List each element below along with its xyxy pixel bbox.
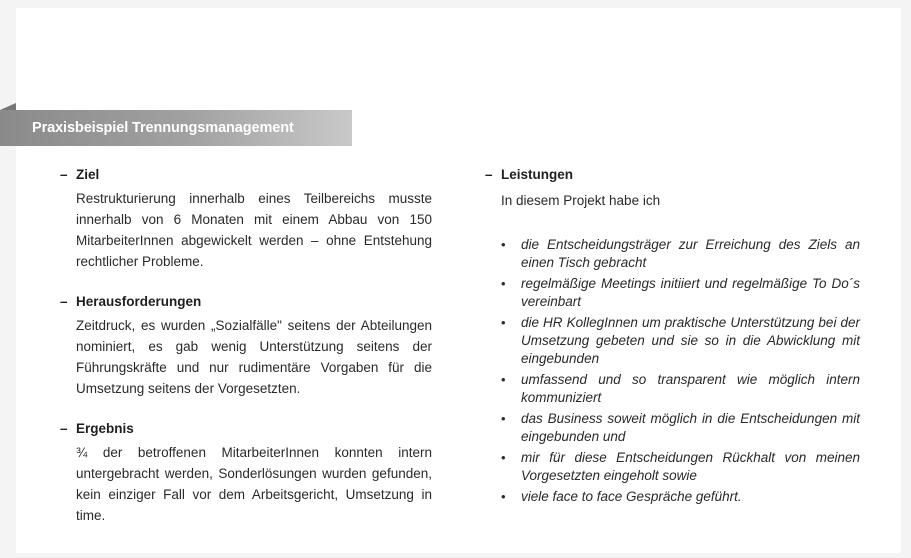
heading-text: Herausforderungen [76,294,202,309]
dash-marker: – [60,167,68,182]
section-body: Zeitdruck, es wurden „Sozialfälle" seitens der Abteilungen nominiert, es gab wenig Unterstützung seitens der Führungskräfte und nur rudimentäre Vorgaben für die Umsetzung seitens der Vorgesetzten. [76,318,432,396]
list-item-text: die Entscheidungsträger zur Erreichung des Ziels an einen Tisch gebracht [521,237,860,270]
list-item [485,488,860,506]
list-item [485,314,860,368]
heading-text: Leistungen [501,167,574,182]
list-item-text: umfassend und so transparent wie möglich intern kommuniziert [521,372,860,405]
leistungen-list [485,236,860,506]
bullet-icon: • [501,276,506,291]
list-item-text: mir für diese Entscheidungen Rückhalt von meinen Vorgesetzten eingeholt sowie [521,450,860,483]
bullet-icon: • [501,489,506,504]
section-body: ¾ der betroffenen MitarbeiterInnen konnten intern untergebracht werden, Sonderlösungen wurden gefunden, kein einziger Fall vor dem Arbeitsgericht, Umsetzung in time. [76,445,432,523]
list-item [485,236,860,272]
section-heading-leistungen [485,166,860,184]
heading-text: Ergebnis [76,421,134,436]
list-item [485,410,860,446]
banner-fold-corner [0,103,16,110]
section-ergebnis [60,420,432,526]
list-item-text: die HR KollegInnen um praktische Unterstützung bei der Umsetzung gebeten und sie so in die Abwicklung mit eingebunden [521,315,860,366]
section-ziel [60,166,432,272]
banner-title: Praxisbeispiel Trennungsmanagement [32,120,294,136]
section-heading [60,166,432,184]
heading-text: Ziel [76,167,100,182]
bullet-icon: • [501,237,506,252]
right-column [485,166,860,509]
dash-marker: – [485,167,493,182]
section-body: Restrukturierung innerhalb eines Teilbereichs musste innerhalb von 6 Monaten mit einem Abbau von 150 MitarbeiterInnen abgewickelt werden – ohne Entstehung rechtlicher Probleme. [76,191,432,269]
list-item [485,371,860,407]
list-item [485,275,860,311]
list-item-text: viele face to face Gespräche geführt. [521,489,742,504]
bullet-icon: • [501,315,506,330]
left-column [60,166,432,547]
list-item-text: regelmäßige Meetings initiiert und regelmäßige To Do´s vereinbart [521,276,860,309]
section-banner [0,110,352,146]
section-heading [60,420,432,438]
dash-marker: – [60,294,68,309]
list-item [485,449,860,485]
leistungen-intro: In diesem Projekt habe ich [501,193,661,208]
dash-marker: – [60,421,68,436]
list-item-text: das Business soweit möglich in die Entscheidungen mit eingebunden und [521,411,860,444]
bullet-icon: • [501,411,506,426]
section-heading [60,293,432,311]
bullet-icon: • [501,450,506,465]
section-herausforderungen [60,293,432,399]
bullet-icon: • [501,372,506,387]
